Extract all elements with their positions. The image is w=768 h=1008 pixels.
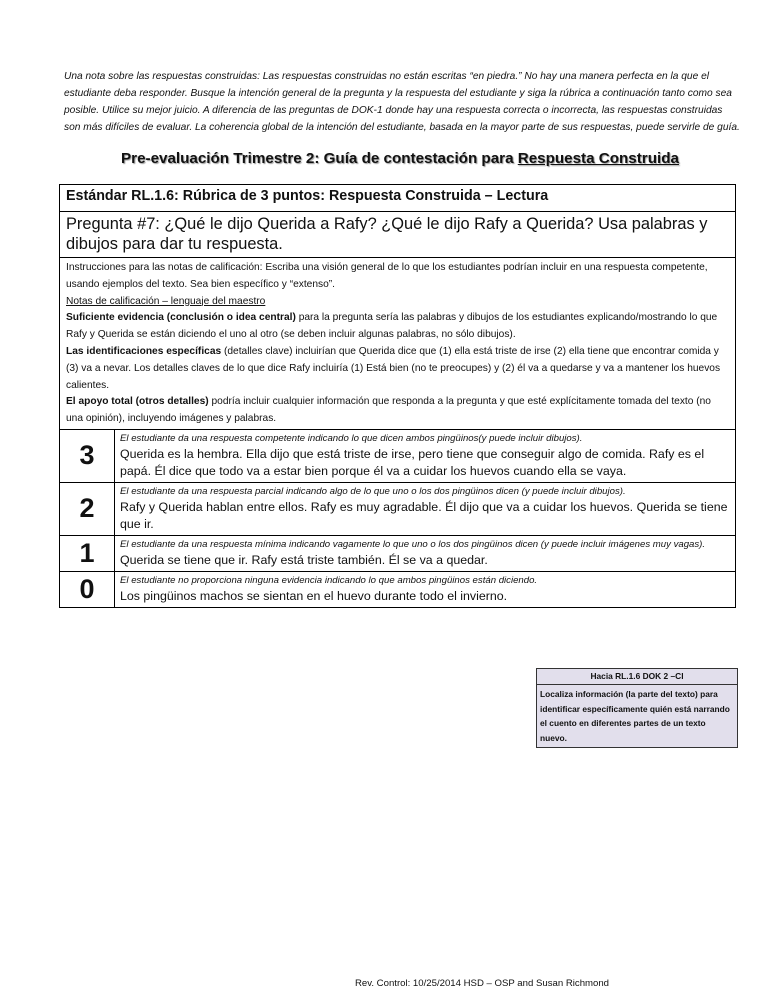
score-row-1	[60, 535, 736, 571]
instructions-cell	[60, 258, 736, 430]
page-title	[60, 150, 740, 167]
instructions-p2	[66, 344, 729, 394]
score-example: Los pingüinos machos se sientan en el huevo durante todo el invierno.	[120, 588, 508, 603]
title-main: Pre-evaluación Trimestre 2: Guía de contestación para	[121, 150, 518, 167]
score-example: Querida es la hembra. Ella dijo que está triste de irse, pero tiene que conseguir algo de comida. Rafy es el papá. Él dice que todo va a estar bien porque él va a cuidar los huevos cuando ella se vaya.	[120, 446, 705, 478]
score-example: Querida se tiene que ir. Rafy está triste también. Él se va a quedar.	[120, 552, 488, 567]
notes-heading: Notas de calificación – lenguaje del maestro	[66, 295, 266, 307]
question-cell: Pregunta #7: ¿Qué le dijo Querida a Rafy? ¿Qué le dijo Rafy a Querida? Usa palabras y dibujos para dar tu respuesta.	[60, 212, 736, 258]
p1-bold: Suficiente evidencia (conclusión o idea central)	[66, 312, 296, 324]
p2-text: (detalles clave) incluirían que Querida dice que (1) ella está triste de irse (2) ella tiene que encontrar comida y (3) va a nevar. Los detalles claves de lo que dice Rafy incluiría (1) Está bien (no te preocupes) y (2) él va a quedarse y va a mantener los huevos calientes.	[66, 345, 721, 391]
score-row-0	[60, 571, 736, 607]
score-descriptor: El estudiante da una respuesta competente indicando lo que dicen ambos pingüinos(y puede incluir dibujos).	[120, 432, 583, 444]
standard-box-body: Localiza información (la parte del texto) para identificar específicamente quién está narrando el cuento en diferentes partes de un texto nuevo.	[540, 689, 730, 743]
p3-text: podría incluir cualquier información que responda a la pregunta y que esté explícitamente tomada del texto (no una opinión), incluyendo imágenes y palabras.	[66, 396, 711, 425]
footer-revision: Rev. Control: 10/25/2014 HSD – OSP and Susan Richmond	[355, 978, 610, 989]
score-value: 2	[60, 482, 115, 535]
p1-text: para la pregunta sería las palabras y dibujos de los estudiantes explicando/mostrando lo que Rafy y Querida se están diciendo el uno al otro (se deben incluir algunas palabras, no sólo dibujos).	[66, 312, 718, 341]
score-descriptor: El estudiante da una respuesta parcial indicando algo de lo que uno o los dos pingüinos dicen (y puede incluir dibujos).	[120, 485, 626, 497]
instructions-row	[60, 258, 736, 430]
rubric-table	[59, 184, 736, 608]
question-row	[60, 212, 736, 258]
instructions-intro: Instrucciones para las notas de calificación: Escriba una visión general de lo que los estudiantes podrían incluir en una respuesta competente, usando ejemplos del texto. Sea bien específico y “extenso”.	[66, 262, 708, 290]
score-example: Rafy y Querida hablan entre ellos. Rafy es muy agradable. Él dijo que va a cuidar los huevos. Querida se tiene que ir.	[120, 499, 728, 531]
p3-bold: El apoyo total (otros detalles)	[66, 396, 209, 408]
standard-row	[60, 185, 736, 212]
p2-bold: Las identificaciones específicas	[66, 345, 222, 357]
score-value: 1	[60, 535, 115, 571]
title-underlined: Respuesta Construida	[517, 150, 679, 167]
score-descriptor: El estudiante da una respuesta mínima indicando vagamente lo que uno o los dos pingüinos dicen (y puede incluir imágenes muy vagas).	[120, 538, 706, 550]
score-row-3	[60, 429, 736, 482]
intro-note: Una nota sobre las respuestas construidas: Las respuestas construidas no están escritas “en piedra.” No hay una manera perfecta en la que el estudiante deba responder. Busque la intención general de la pregunta y la respuesta del estudiante y siga la rúbrica a continuación tanto como sea posible. Utilice su mejor juicio. A diferencia de las preguntas de DOK-1 donde hay una respuesta correcta o incorrecta, las respuestas construidas son más difíciles de evaluar. La coherencia global de la intención del estudiante, basada en la mayor parte de sus respuestas, puede servirle de guía.	[64, 71, 740, 133]
score-value: 0	[60, 571, 115, 607]
score-description	[115, 535, 736, 571]
score-description	[115, 482, 736, 535]
score-descriptor: El estudiante no proporciona ninguna evidencia indicando lo que ambos pingüinos están diciendo.	[120, 574, 538, 586]
standard-box	[536, 668, 738, 748]
score-row-2	[60, 482, 736, 535]
instructions-p1	[66, 310, 729, 344]
score-description	[115, 429, 736, 482]
score-value: 3	[60, 429, 115, 482]
instructions-p3	[66, 394, 729, 428]
standard-box-heading: Hacia RL.1.6 DOK 2 –CI	[537, 669, 737, 685]
standard-cell: Estándar RL.1.6: Rúbrica de 3 puntos: Respuesta Construida – Lectura	[60, 185, 736, 212]
score-description	[115, 571, 736, 607]
